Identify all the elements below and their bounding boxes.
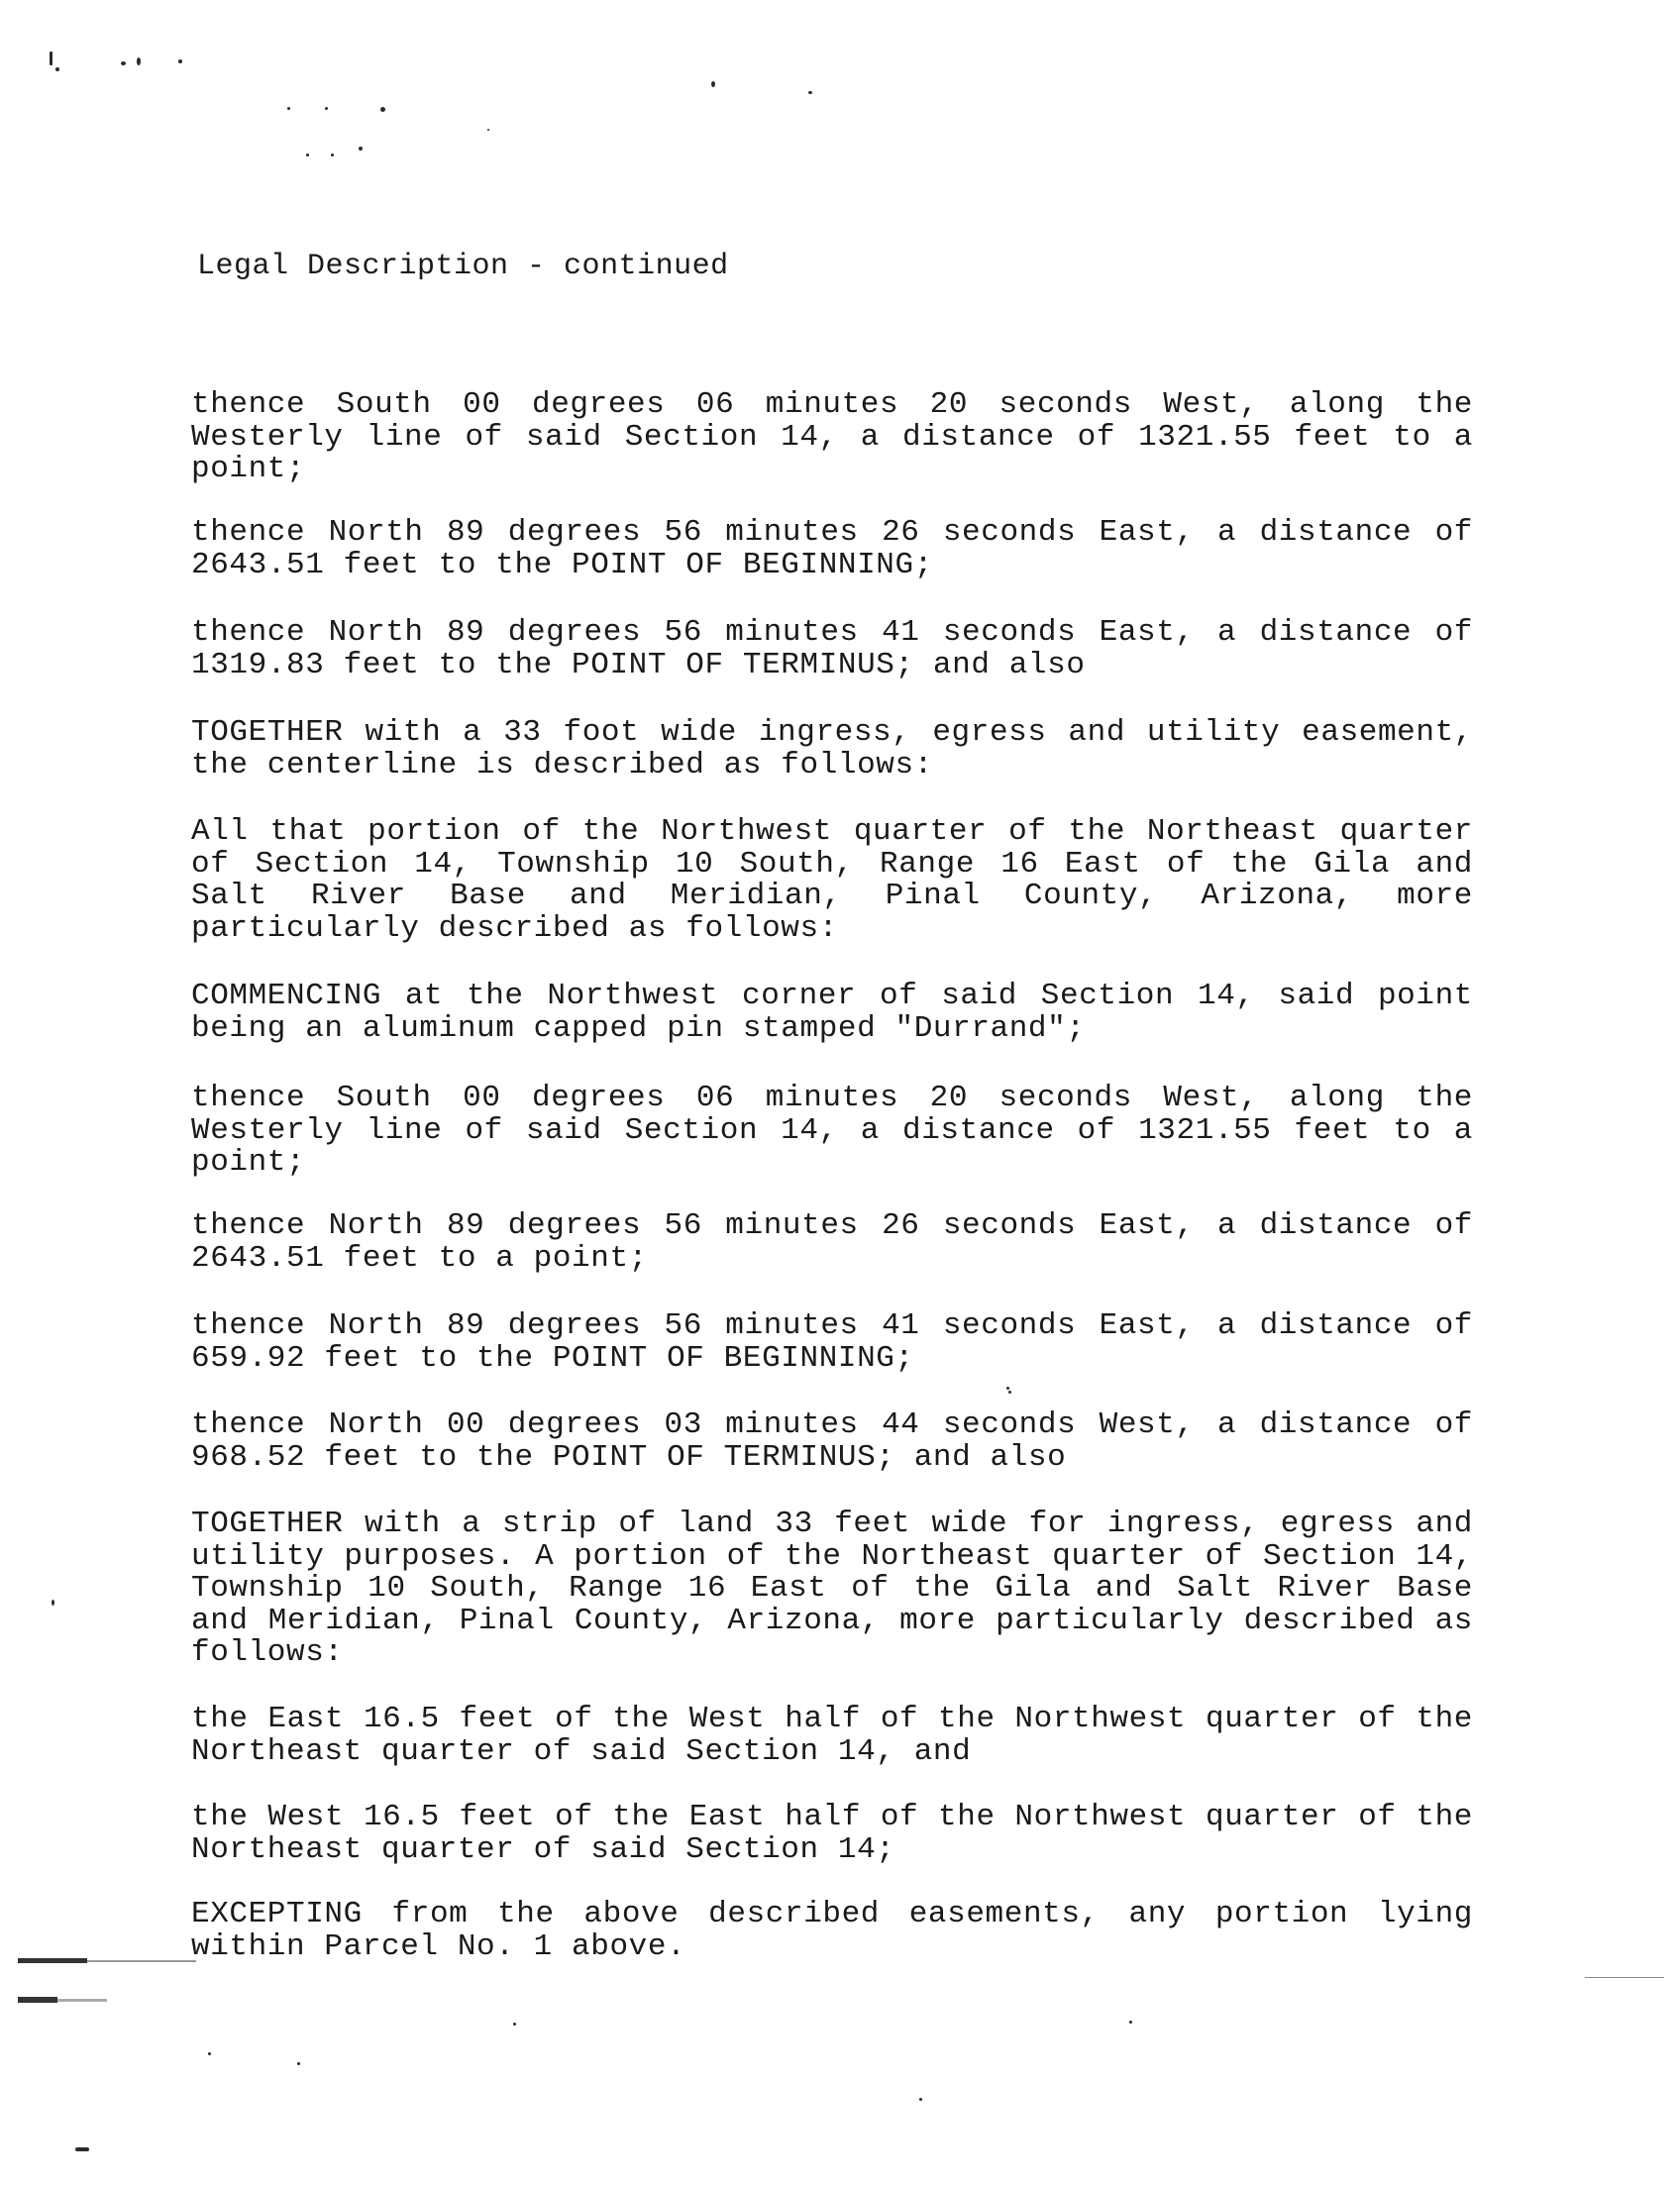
legal-paragraph: thence North 89 degrees 56 minutes 41 seconds East, a distance of 659.92 feet to the POINT OF BEGINNING; xyxy=(191,1308,1473,1376)
legal-paragraph: thence North 89 degrees 56 minutes 41 seconds East, a distance of 1319.83 feet to the POINT OF TERMINUS; and also xyxy=(191,615,1473,682)
legal-paragraph: All that portion of the Northwest quarter of the Northeast quarter of Section 14, Township 10 South, Range 16 East of the Gila and Salt River Base and Meridian, Pinal County, Arizona, more particularly described as follows: xyxy=(191,814,1473,946)
legal-paragraph: thence North 89 degrees 56 minutes 26 seconds East, a distance of 2643.51 feet to a point; xyxy=(191,1208,1473,1276)
legal-paragraph: TOGETHER with a 33 foot wide ingress, egress and utility easement, the centerline is described as follows: xyxy=(191,715,1473,782)
legal-paragraph: thence North 00 degrees 03 minutes 44 seconds West, a distance of 968.52 feet to the POINT OF TERMINUS; and also xyxy=(191,1407,1473,1475)
legal-paragraph: thence South 00 degrees 06 minutes 20 seconds West, along the Westerly line of said Section 14, a distance of 1321.55 feet to a point; xyxy=(191,1081,1473,1180)
legal-paragraph: TOGETHER with a strip of land 33 feet wide for ingress, egress and utility purposes. A portion of the Northeast quarter of Section 14, Township 10 South, Range 16 East of the Gila and Salt River Base and Meridian, Pinal County, Arizona, more particularly described as follows: xyxy=(191,1507,1473,1670)
legal-paragraph: EXCEPTING from the above described easements, any portion lying within Parcel No. 1 above. xyxy=(191,1897,1473,1964)
legal-paragraph: thence South 00 degrees 06 minutes 20 seconds West, along the Westerly line of said Section 14, a distance of 1321.55 feet to a point; xyxy=(191,387,1473,486)
legal-paragraph: the East 16.5 feet of the West half of the Northwest quarter of the Northeast quarter of said Section 14, and xyxy=(191,1702,1473,1769)
legal-paragraph: the West 16.5 feet of the East half of the Northwest quarter of the Northeast quarter of said Section 14; xyxy=(191,1800,1473,1867)
legal-paragraph: COMMENCING at the Northwest corner of said Section 14, said point being an aluminum capped pin stamped "Durrand"; xyxy=(191,979,1473,1046)
legal-paragraph: thence North 89 degrees 56 minutes 26 seconds East, a distance of 2643.51 feet to the POINT OF BEGINNING; xyxy=(191,515,1473,582)
page-heading: Legal Description - continued xyxy=(197,250,729,283)
